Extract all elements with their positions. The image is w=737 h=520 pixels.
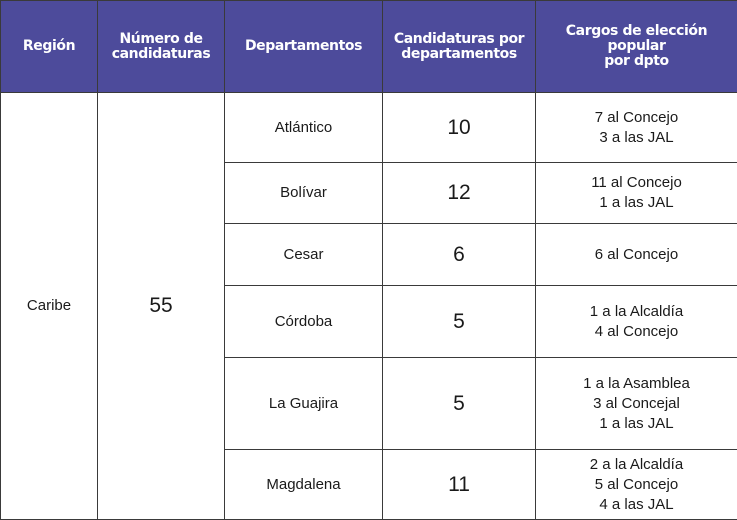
department-cell: La Guajira	[225, 358, 383, 450]
table-row	[1, 93, 737, 163]
header-departamentos: Departamentos	[225, 1, 383, 93]
header-region: Región	[1, 1, 98, 93]
cargos-cell: 6 al Concejo	[536, 224, 737, 286]
department-cell: Córdoba	[225, 286, 383, 358]
cargos-cell: 2 a la Alcaldía 5 al Concejo 4 a las JAL	[536, 450, 737, 520]
cargos-cell: 11 al Concejo 1 a las JAL	[536, 163, 737, 224]
count-cell: 11	[383, 450, 536, 520]
region-cell: Caribe	[1, 93, 98, 520]
count-cell: 5	[383, 286, 536, 358]
header-cargos: Cargos de elección popular por dpto	[536, 1, 737, 93]
department-cell: Cesar	[225, 224, 383, 286]
header-num-candidaturas: Número de candidaturas	[98, 1, 225, 93]
department-cell: Magdalena	[225, 450, 383, 520]
department-cell: Bolívar	[225, 163, 383, 224]
cargos-cell: 1 a la Alcaldía 4 al Concejo	[536, 286, 737, 358]
cargos-cell: 1 a la Asamblea 3 al Concejal 1 a las JAL	[536, 358, 737, 450]
count-cell: 10	[383, 93, 536, 163]
count-cell: 12	[383, 163, 536, 224]
department-cell: Atlántico	[225, 93, 383, 163]
count-cell: 5	[383, 358, 536, 450]
header-row	[1, 1, 737, 93]
count-cell: 6	[383, 224, 536, 286]
total-candidaturas-cell: 55	[98, 93, 225, 520]
header-candidaturas-por-dpto: Candidaturas por departamentos	[383, 1, 536, 93]
cargos-cell: 7 al Concejo 3 a las JAL	[536, 93, 737, 163]
